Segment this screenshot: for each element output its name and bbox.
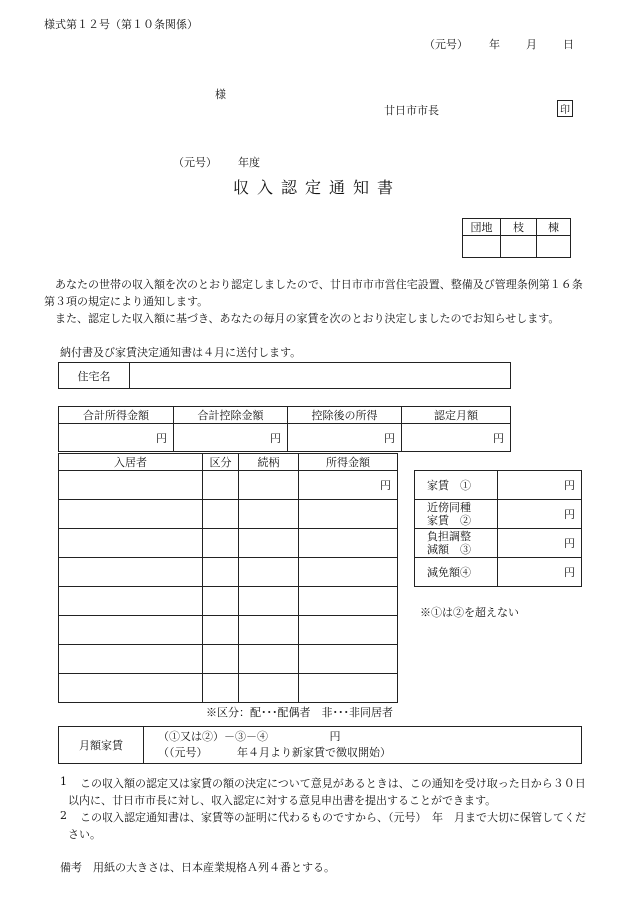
income-monthly-cell[interactable]: 円: [402, 424, 511, 452]
resident-category-cell[interactable]: [203, 674, 239, 703]
resident-relation-cell[interactable]: [239, 616, 299, 645]
rent-note: ※①は②を超えない: [420, 606, 519, 619]
housing-name-field[interactable]: [130, 363, 511, 389]
monthly-rent-content[interactable]: [144, 727, 582, 764]
note-1-text: この収入額の認定又は家賃の額の決定について意見があるときは、この通知を受け取った日から３０日以内に、廿日市市長に対し、収入認定に対する意見申出書を提出することができます。: [68, 777, 586, 807]
resident-row: [59, 674, 398, 703]
rent-label-3-line1: 負担調整: [427, 530, 471, 543]
resident-category-cell[interactable]: [203, 587, 239, 616]
resident-relation-cell[interactable]: [239, 500, 299, 529]
income-after-deduction-cell[interactable]: 円: [288, 424, 402, 452]
body-paragraph-2: また、認定した収入額に基づき、あなたの毎月の家賃を次のとおり決定しましたのでお知らせします。: [55, 312, 560, 325]
resident-row: [59, 587, 398, 616]
resident-note: ※区分：配･･･配偶者 非･･･非同居者: [206, 706, 393, 719]
rent-value-1[interactable]: 円: [498, 471, 582, 500]
resident-header-income: 所得金額: [299, 454, 398, 471]
income-total-cell[interactable]: 円: [59, 424, 174, 452]
note-2-text: この収入認定通知書は、家賃等の証明に代わるものですから、（元号） 年 月まで大切に保管してください。: [68, 811, 586, 841]
monthly-rent-table: [58, 726, 582, 764]
resident-relation-cell[interactable]: [239, 674, 299, 703]
unit-header-danchi: 団地: [463, 219, 501, 236]
resident-name-cell[interactable]: [59, 645, 203, 674]
resident-category-cell[interactable]: [203, 500, 239, 529]
rent-value-3[interactable]: 円: [498, 529, 582, 558]
housing-name-table: [58, 362, 511, 389]
rent-label-3-line2: 減額 ③: [427, 543, 471, 556]
date-year: 年: [489, 38, 500, 51]
rent-label-3: [415, 529, 498, 558]
resident-row: [59, 616, 398, 645]
resident-relation-cell[interactable]: [239, 471, 299, 500]
unit-cell-danchi[interactable]: [463, 236, 501, 258]
unit-cell-tou[interactable]: [537, 236, 571, 258]
resident-income-cell[interactable]: [299, 587, 398, 616]
fiscal-year-label: 年度: [238, 156, 260, 169]
resident-income-cell[interactable]: [299, 616, 398, 645]
income-header-total: 合計所得金額: [59, 407, 174, 424]
income-header-monthly: 認定月額: [402, 407, 511, 424]
monthly-rent-era: （（元号）: [158, 746, 208, 759]
rent-label-4-line1: 減免額④: [427, 565, 471, 579]
unit-table: [462, 218, 571, 258]
monthly-rent-unit: 円: [329, 730, 341, 743]
rent-label-4: [415, 558, 498, 587]
income-header-deduction: 合計控除金額: [174, 407, 288, 424]
note-1-number: 1: [60, 775, 67, 788]
rent-value-4[interactable]: 円: [498, 558, 582, 587]
resident-row: [59, 529, 398, 558]
resident-relation-cell[interactable]: [239, 645, 299, 674]
monthly-rent-label: 月額家賃: [59, 727, 144, 764]
resident-category-cell[interactable]: [203, 529, 239, 558]
resident-category-cell[interactable]: [203, 645, 239, 674]
rent-value-2[interactable]: 円: [498, 500, 582, 529]
resident-name-cell[interactable]: [59, 500, 203, 529]
remark: 備考 用紙の大きさは、日本産業規格Ａ列４番とする。: [60, 861, 335, 874]
rent-label-2: [415, 500, 498, 529]
rent-table: [414, 470, 582, 587]
body-paragraph-3: 納付書及び家賃決定通知書は４月に送付します。: [60, 346, 302, 359]
page-title: 収入認定通知書: [233, 178, 402, 197]
resident-header-name: 入居者: [59, 454, 203, 471]
resident-income-cell[interactable]: [299, 529, 398, 558]
resident-name-cell[interactable]: [59, 587, 203, 616]
issuer: 廿日市市長: [384, 104, 439, 117]
unit-header-eda: 枝: [501, 219, 537, 236]
resident-name-cell[interactable]: [59, 471, 203, 500]
note-2-number: 2: [60, 809, 67, 822]
resident-row: [59, 500, 398, 529]
resident-name-cell[interactable]: [59, 674, 203, 703]
resident-income-cell[interactable]: [299, 674, 398, 703]
resident-name-cell[interactable]: [59, 558, 203, 587]
resident-category-cell[interactable]: [203, 558, 239, 587]
resident-name-cell[interactable]: [59, 616, 203, 645]
resident-table: [58, 453, 398, 703]
housing-name-label: 住宅名: [59, 363, 130, 389]
resident-category-cell[interactable]: [203, 616, 239, 645]
resident-header-relation: 続柄: [239, 454, 299, 471]
rent-label-2-line1: 近傍同種: [427, 501, 471, 514]
resident-income-cell[interactable]: 円: [299, 471, 398, 500]
monthly-rent-line1: [158, 729, 581, 745]
form-id: 様式第１２号（第１０条関係）: [44, 18, 198, 31]
resident-income-cell[interactable]: [299, 558, 398, 587]
resident-income-cell[interactable]: [299, 500, 398, 529]
date-month: 月: [526, 38, 537, 51]
seal-mark: 印: [557, 100, 573, 117]
resident-row: [59, 471, 398, 500]
monthly-rent-formula: （①又は②）－③－④: [158, 730, 268, 743]
date-day: 日: [563, 38, 574, 51]
income-deduction-cell[interactable]: 円: [174, 424, 288, 452]
monthly-rent-line2: [158, 745, 581, 761]
income-header-after-deduction: 控除後の所得: [288, 407, 402, 424]
rent-label-1: [415, 471, 498, 500]
resident-relation-cell[interactable]: [239, 558, 299, 587]
income-table: [58, 406, 511, 452]
resident-relation-cell[interactable]: [239, 529, 299, 558]
monthly-rent-start: 年４月より新家賃で徴収開始）: [237, 746, 391, 759]
rent-label-1-line1: 家賃 ①: [427, 478, 471, 492]
resident-income-cell[interactable]: [299, 645, 398, 674]
fiscal-year-era: （元号）: [173, 156, 217, 169]
rent-label-2-line2: 家賃 ②: [427, 514, 471, 527]
resident-relation-cell[interactable]: [239, 587, 299, 616]
resident-row: [59, 558, 398, 587]
date-era: （元号）: [424, 38, 468, 51]
resident-row: [59, 645, 398, 674]
unit-header-tou: 棟: [537, 219, 571, 236]
resident-header-category: 区分: [203, 454, 239, 471]
resident-category-cell[interactable]: [203, 471, 239, 500]
addressee-suffix: 様: [215, 88, 226, 101]
unit-cell-eda[interactable]: [501, 236, 537, 258]
body-paragraph-1: あなたの世帯の収入額を次のとおり認定しましたので、廿日市市市営住宅設置、整備及び管理条例第１６条第３項の規定により通知します。: [44, 278, 583, 308]
resident-name-cell[interactable]: [59, 529, 203, 558]
